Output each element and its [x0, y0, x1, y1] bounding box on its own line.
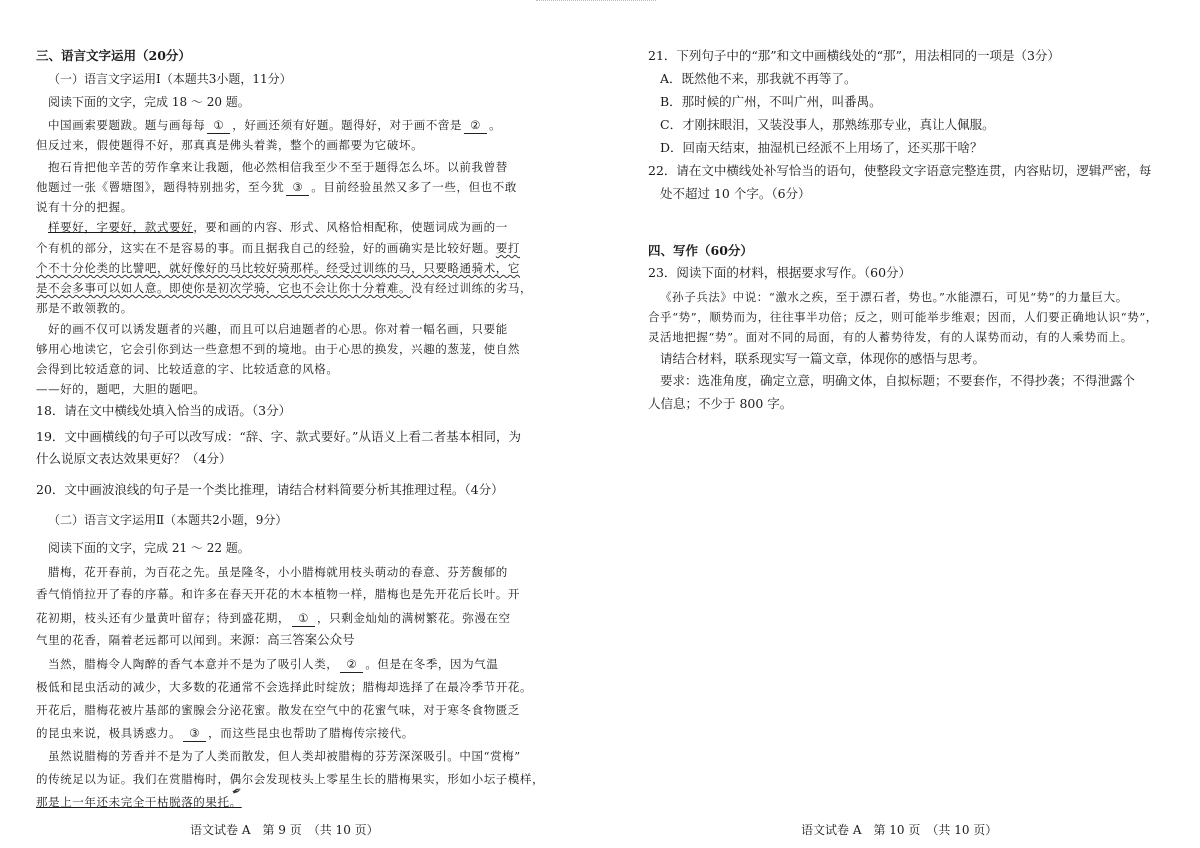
passage-line: 香气悄悄拉开了春的序幕。和许多在春天开花的木本植物一样，腊梅也是先开花后长叶。开: [36, 587, 520, 601]
passage-line: 会得到比较适意的词、比较适意的字、比较适意的风格。: [36, 362, 339, 376]
wavy-sentence: 是不会多事可以如人意。即使你是初次学骑，它也不会让你十分着难。: [36, 281, 412, 295]
passage-line: 花初期，枝头还有少量黄叶留存；待到盛花期， ① ，只剩金灿灿的满树繁花。弥漫在空: [36, 611, 511, 625]
passage-line: 中国画索要题跋。题与画每每 ① ，好画还须有好题。题得好，对于画不啻是 ② 。: [48, 118, 502, 132]
passage-line: 但反过来，假使题得不好，那真真是佛头着粪，整个的画都要为它破坏。: [36, 138, 424, 152]
blank-3: ③: [183, 725, 206, 742]
blank-2: ②: [464, 117, 487, 134]
question-19-line-2: 什么说原文表达效果更好？（4分）: [36, 451, 232, 466]
passage-line: 腊梅，花开春前，为百花之先。虽是隆冬，小小腊梅就用枝头萌动的春意、芬芳馥郁的: [48, 565, 508, 579]
material-line: 《孙子兵法》中说：“激水之疾，至于漂石者，势也。”水能漂石，可见“势”的力量巨大。: [660, 290, 1128, 304]
subsection-1-instruction: 阅读下面的文字，完成 18 ～ 20 题。: [48, 95, 250, 109]
page-footer: 语文试卷 A 第 9 页 （共 10 页）: [190, 823, 379, 837]
blank-1: ①: [292, 610, 315, 627]
section-title: 三、语言文字运用（20分）: [36, 48, 191, 63]
subsection-2-instruction: 阅读下面的文字，完成 21 ～ 22 题。: [48, 541, 250, 555]
writing-instruction: 请结合材料，联系现实写一篇文章，体现你的感悟与思考。: [660, 351, 986, 366]
section-4-title: 四、写作（60分）: [648, 243, 753, 258]
writing-requirements-line-1: 要求：选准角度，确定立意，明确文体，自拟标题；不要套作，不得抄袭；不得泄露个: [660, 373, 1136, 388]
passage-line: 个有机的部分，这实在不是容易的事。而且据我自己的经验，好的画确实是比较好题。要打: [36, 241, 520, 255]
passage-line: 是不会多事可以如人意。即使你是初次学骑，它也不会让你十分着难。没有经过训练的劣马，: [36, 281, 533, 295]
blank-3: ③: [286, 179, 309, 196]
passage-line: ——好的，题吧，大胆的题吧。: [36, 382, 206, 396]
subsection-2-header: （二）语言文字运用Ⅱ（本题共2小题，9分）: [48, 513, 288, 527]
option-a: A．既然他不来，那我就不再等了。: [660, 71, 857, 86]
passage-line: 极低和昆虫活动的减少，大多数的花通常不会选择此时绽放；腊梅却选择了在最冷季节开花。: [36, 680, 533, 694]
page-footer: 语文试卷 A 第 10 页 （共 10 页）: [801, 823, 998, 837]
option-c: C．才刚抹眼泪，又装没事人，那熟练那专业，真让人佩服。: [660, 117, 995, 132]
passage-line: 他题过一张《罾塘图》，题得特别拙劣，至今犹 ③ 。目前经验虽然又多了一些，但也不敢: [36, 180, 517, 194]
passage-line: 那是不敢领教的。: [36, 301, 133, 315]
question-23: 23．阅读下面的材料，根据要求写作。（60分）: [648, 265, 912, 280]
page-10: [648, 0, 1168, 848]
underlined-sentence: 那是上一年还未完全干枯脱落的果托。: [36, 795, 242, 809]
passage-line: 样要好，字要好，款式要好，要和画的内容、形式、风格恰相配称，使题词成为画的一: [48, 220, 508, 234]
wavy-sentence: 要打: [495, 241, 520, 255]
page-9: [36, 0, 568, 848]
source-watermark-text: 来源：高三答案公众号: [229, 632, 355, 647]
passage-line: 抱石肯把他辛苦的劳作拿来让我题，他必然相信我至少不至于题得怎么坏。以前我曾替: [48, 160, 508, 174]
material-line: 合乎“势”，顺势而为，往往事半功倍；反之，则可能举步维艰；因而，人们要正确地认识“势”，: [648, 310, 1158, 324]
question-20: 20．文中画波浪线的句子是一个类比推理，请结合材料简要分析其推理过程。（4分）: [36, 482, 504, 497]
passage-line: [36, 260, 520, 276]
pen-mark-icon: ✒: [229, 782, 245, 800]
passage-line: 说有十分的把握。: [36, 200, 133, 214]
passage-line: 的传统足以为证。我们在赏腊梅时，偶尔会发现枝头上零星生长的腊梅果实，形如小坛子模样，: [36, 772, 545, 786]
passage-line: 气里的花香，隔着老远都可以闻到。来源：高三答案公众号: [36, 632, 355, 647]
underlined-sentence: 样要好，字要好，款式要好: [48, 220, 194, 234]
blank-2: ②: [340, 656, 363, 673]
option-b: B．那时候的广州，不叫广州，叫番禺。: [660, 94, 882, 109]
question-22-line-1: 22．请在文中横线处补写恰当的语句，使整段文字语意完整连贯，内容贴切，逻辑严密，每: [648, 163, 1152, 178]
wavy-sentence: 个不十分伦类的比譬吧，就好像好的马比较好骑那样。经受过训练的马，只要略通骑术，它: [36, 261, 520, 275]
passage-line: 够用心地读它，它会引你到达一些意想不到的境地。由于心思的换发，兴趣的葱茏，使自然: [36, 342, 520, 356]
option-d: D．回南天结束，抽湿机已经派不上用场了，还买那干啥？: [660, 140, 983, 155]
subsection-1-header: （一）语言文字运用Ⅰ（本题共3小题，11分）: [48, 72, 292, 86]
passage-line: 开花后，腊梅花被片基部的蜜腺会分泌花蜜。散发在空气中的花蜜气味，对于寒冬食物匮乏: [36, 703, 520, 717]
writing-requirements-line-2: 人信息；不少于 800 字。: [648, 396, 793, 411]
question-21: 21．下列句子中的“那”和文中画横线处的“那”，用法相同的一项是（3分）: [648, 48, 1060, 63]
passage-line: [36, 794, 242, 810]
passage-line: 虽然说腊梅的芳香并不是为了人类而散发，但人类却被腊梅的芬芳深深吸引。中国“赏梅”: [48, 749, 521, 763]
passage-line: 当然，腊梅令人陶醉的香气本意并不是为了吸引人类， ② 。但是在冬季，因为气温: [48, 657, 499, 671]
question-19-line-1: 19．文中画横线的句子可以改写成：“辞、字、款式要好。”从语义上看二者基本相同，为: [36, 429, 521, 444]
material-line: 灵活地把握“势”。面对不同的局面，有的人蓄势待发，有的人谋势而动，有的人乘势而上。: [648, 330, 1133, 344]
passage-line: 好的画不仅可以诱发题者的兴趣，而且可以启迪题者的心思。你对着一幅名画，只要能: [48, 322, 508, 336]
blank-1: ①: [207, 117, 230, 134]
question-18: 18．请在文中横线处填入恰当的成语。（3分）: [36, 403, 292, 418]
question-22-line-2: 处不超过 10 个字。（6分）: [660, 186, 811, 201]
passage-line: 的昆虫来说，极具诱惑力。 ③ ，而这些昆虫也帮助了腊梅传宗接代。: [36, 726, 414, 740]
